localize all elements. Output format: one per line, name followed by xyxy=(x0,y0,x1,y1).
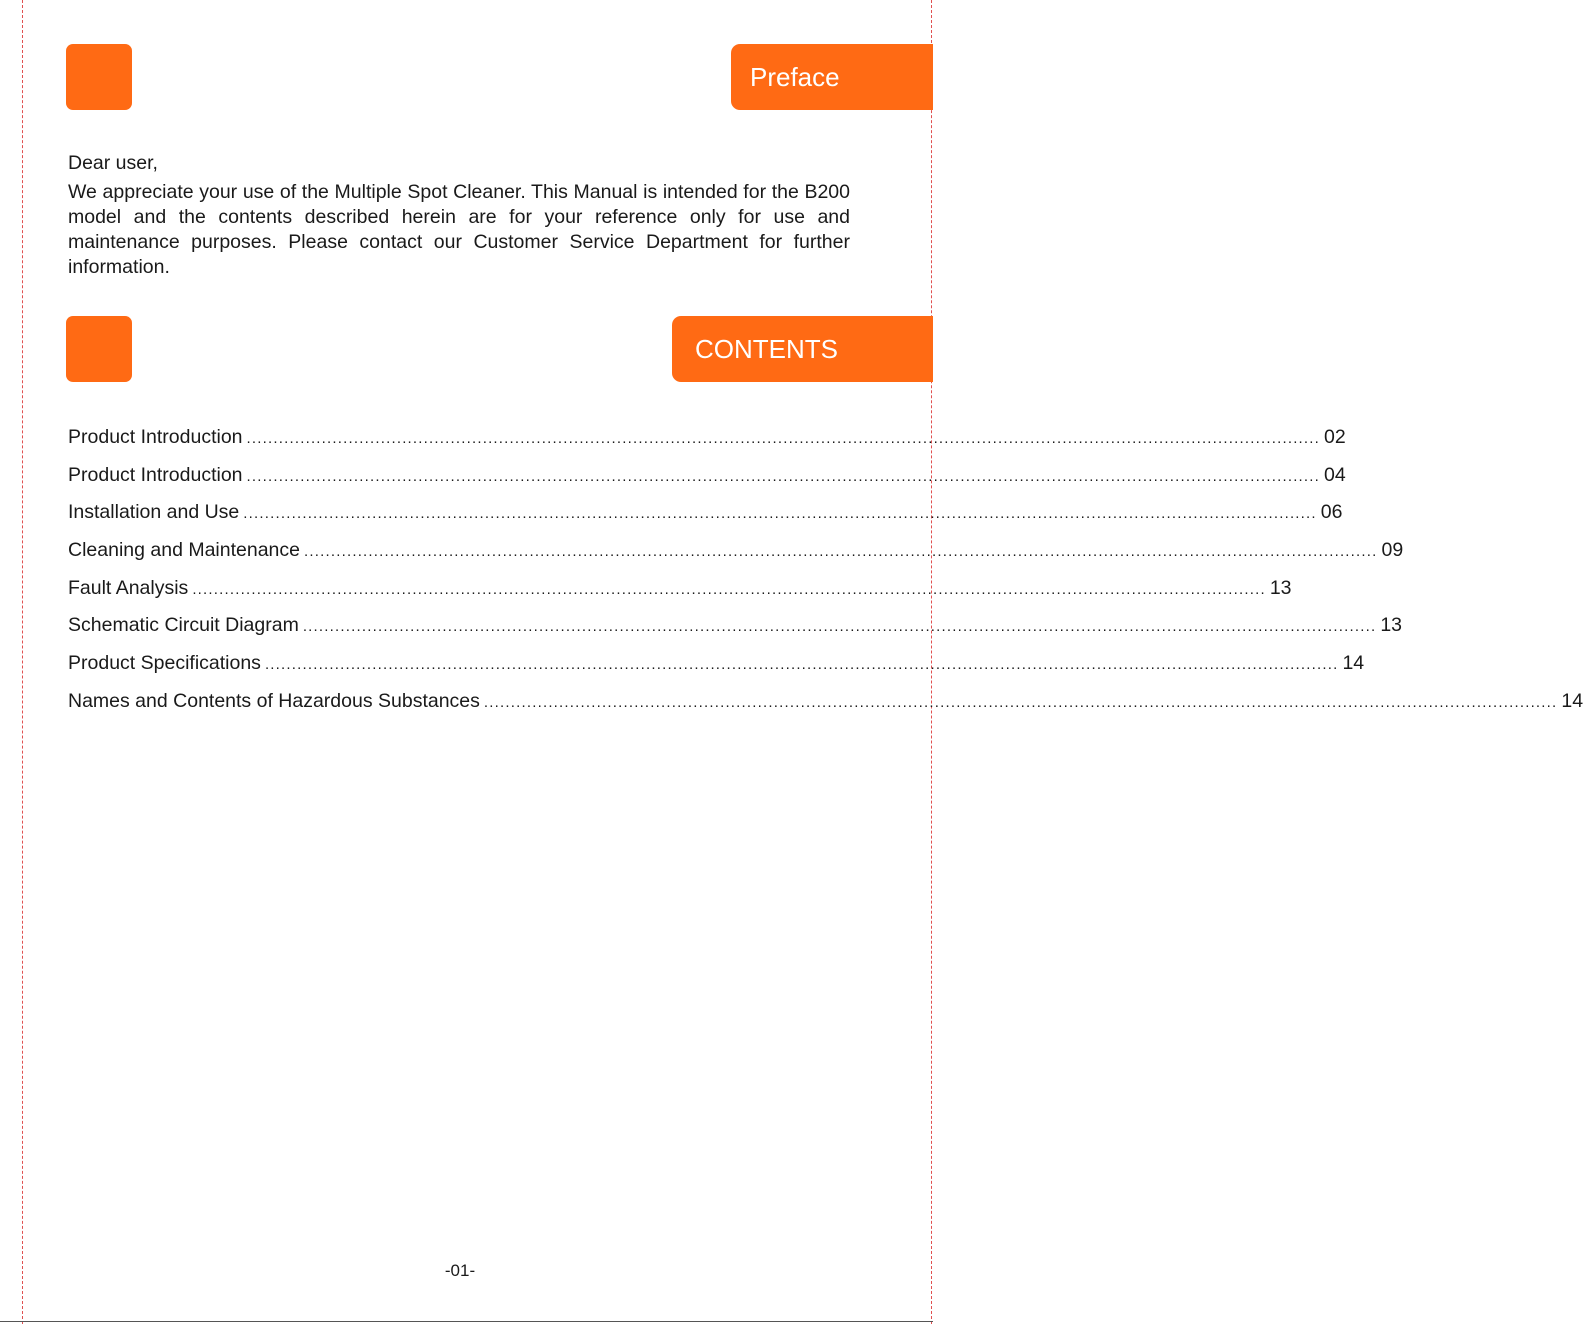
toc-entry-title: Schematic Circuit Diagram xyxy=(68,614,299,637)
toc-entry-page: 13 xyxy=(1269,576,1292,599)
toc-entry-page: 14 xyxy=(1561,689,1583,712)
preface-tab-label: Preface xyxy=(750,62,840,92)
table-of-contents xyxy=(68,423,1583,725)
toc-dot-leader: ........................................................................................................................................................................................................ xyxy=(264,656,1339,674)
preface-section xyxy=(68,151,850,280)
toc-entry-page: 04 xyxy=(1324,463,1346,486)
toc-dot-leader: ........................................................................................................................................................................................................ xyxy=(243,505,1317,523)
toc-entry-title: Installation and Use xyxy=(68,501,240,524)
crop-mark-left xyxy=(22,0,23,1324)
preface-tab xyxy=(731,44,933,110)
toc-entry-title: Fault Analysis xyxy=(68,576,189,599)
toc-entry[interactable] xyxy=(68,461,1346,499)
preface-greeting: Dear user, xyxy=(68,152,158,174)
toc-entry[interactable] xyxy=(68,574,1292,612)
toc-entry[interactable] xyxy=(68,536,1404,574)
contents-square-badge xyxy=(66,316,132,382)
toc-dot-leader: ........................................................................................................................................................................................................ xyxy=(483,693,1558,711)
toc-dot-leader: ........................................................................................................................................................................................................ xyxy=(192,580,1266,598)
toc-entry-title: Cleaning and Maintenance xyxy=(68,539,301,562)
contents-tab-label: CONTENTS xyxy=(695,334,838,364)
crop-mark-bottom xyxy=(0,1321,933,1322)
toc-entry-title: Product Introduction xyxy=(68,463,243,486)
toc-dot-leader: ........................................................................................................................................................................................................ xyxy=(304,543,1378,561)
toc-entry-page: 14 xyxy=(1342,652,1365,675)
toc-dot-leader: ........................................................................................................................................................................................................ xyxy=(302,618,1377,636)
toc-entry-title: Names and Contents of Hazardous Substances xyxy=(68,689,480,712)
toc-entry[interactable] xyxy=(68,611,1403,649)
toc-entry-page: 09 xyxy=(1381,539,1404,562)
page-number: -01- xyxy=(444,1261,476,1280)
toc-dot-leader: ........................................................................................................................................................................................................ xyxy=(246,430,1321,447)
toc-entry-page: 06 xyxy=(1320,501,1343,524)
toc-entry-title: Product Introduction xyxy=(68,426,243,448)
toc-dot-leader: ........................................................................................................................................................................................................ xyxy=(246,467,1321,485)
toc-entry[interactable] xyxy=(68,498,1343,536)
preface-square-badge xyxy=(66,44,132,110)
toc-entry[interactable] xyxy=(68,649,1365,687)
toc-entry[interactable] xyxy=(68,687,1583,725)
toc-entry[interactable] xyxy=(68,423,1346,461)
toc-entry-page: 02 xyxy=(1324,426,1346,448)
toc-entry-page: 13 xyxy=(1380,614,1403,637)
preface-paragraph: We appreciate your use of the Multiple Spot Cleaner. This Manual is intended for the B200 model and the contents described herein are for your reference only for use and maintenance purposes. Please contact our Customer Service Department for further information. xyxy=(68,181,850,278)
contents-tab xyxy=(672,316,933,382)
toc-entry-title: Product Specifications xyxy=(68,652,261,675)
